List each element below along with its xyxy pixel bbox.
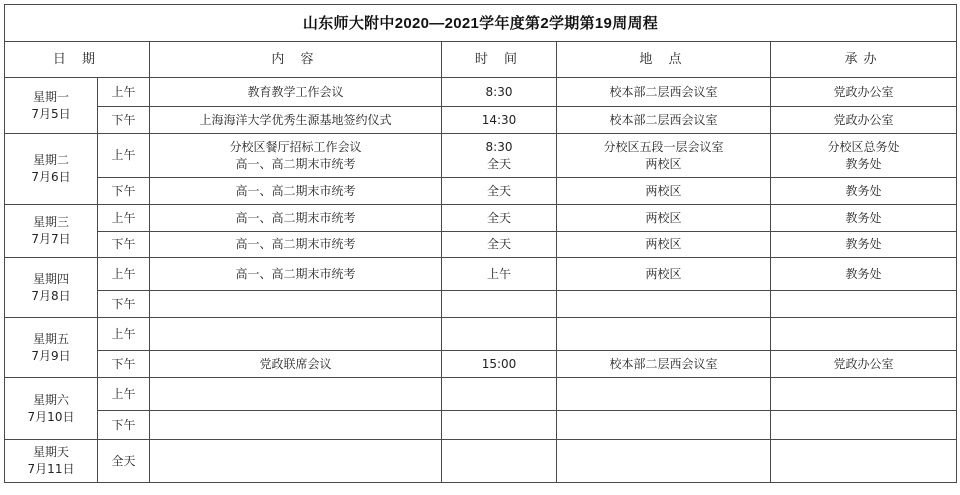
period-cell: 上午 <box>98 318 150 351</box>
content-line: 高一、高二期末市统考 <box>235 210 356 225</box>
host-line: 教务处 <box>845 237 882 251</box>
table-row <box>5 178 957 205</box>
content-cell <box>150 411 442 440</box>
time-cell <box>442 205 557 232</box>
table-row <box>5 378 957 411</box>
time-line: 8:30 <box>485 139 513 154</box>
table-row <box>5 411 957 440</box>
content-cell <box>150 134 442 178</box>
place-line: 两校区 <box>645 210 682 225</box>
table-row <box>5 232 957 258</box>
host-line: 党政办公室 <box>833 84 894 99</box>
content-cell <box>150 351 442 378</box>
period-cell: 下午 <box>98 178 150 205</box>
time-cell <box>442 291 557 318</box>
content-cell <box>150 178 442 205</box>
weekday-label: 星期六 <box>32 392 69 407</box>
host-cell <box>771 134 957 178</box>
period-cell: 下午 <box>98 351 150 378</box>
date-label: 7月6日 <box>31 170 71 184</box>
date-label: 7月5日 <box>31 106 71 121</box>
place-cell <box>557 258 771 291</box>
time-cell <box>442 318 557 351</box>
content-cell <box>150 378 442 411</box>
host-cell <box>771 205 957 232</box>
time-cell <box>442 351 557 378</box>
time-line: 全天 <box>486 210 511 225</box>
place-line: 两校区 <box>645 266 682 281</box>
host-cell <box>771 411 957 440</box>
place-cell <box>557 440 771 483</box>
time-line: 8:30 <box>485 84 513 99</box>
place-line: 两校区 <box>645 156 682 171</box>
place-cell <box>557 134 771 178</box>
place-cell <box>557 378 771 411</box>
time-cell <box>442 107 557 134</box>
content-cell <box>150 232 442 258</box>
host-cell <box>771 318 957 351</box>
host-cell <box>771 107 957 134</box>
content-line: 高一、高二期末市统考 <box>235 156 356 171</box>
host-cell <box>771 232 957 258</box>
place-cell <box>557 178 771 205</box>
place-cell <box>557 411 771 440</box>
table-row <box>5 107 957 134</box>
time-line: 15:00 <box>481 356 517 371</box>
place-line: 校本部二层西会议室 <box>609 84 718 99</box>
date-label: 7月9日 <box>31 348 71 363</box>
host-line: 教务处 <box>845 210 882 225</box>
day-cell <box>5 440 98 483</box>
period-cell: 上午 <box>98 78 150 107</box>
period-cell: 上午 <box>98 134 150 178</box>
host-cell <box>771 78 957 107</box>
content-line: 高一、高二期末市统考 <box>235 266 356 281</box>
day-cell <box>5 318 98 378</box>
content-cell <box>150 440 442 483</box>
table-row <box>5 440 957 483</box>
place-cell <box>557 291 771 318</box>
content-cell <box>150 291 442 318</box>
host-line: 党政办公室 <box>833 112 894 127</box>
host-cell <box>771 378 957 411</box>
time-cell <box>442 411 557 440</box>
period-cell: 下午 <box>98 411 150 440</box>
weekday-label: 星期天 <box>32 445 69 459</box>
weekly-schedule-table <box>4 4 957 483</box>
place-line: 分校区五段一层会议室 <box>603 139 724 154</box>
host-line: 教务处 <box>845 183 882 198</box>
header-place: 地 点 <box>557 42 771 78</box>
period-cell: 上午 <box>98 378 150 411</box>
host-cell <box>771 291 957 318</box>
host-cell <box>771 351 957 378</box>
place-line: 校本部二层西会议室 <box>609 356 718 371</box>
time-cell <box>442 232 557 258</box>
time-line: 全天 <box>486 183 511 198</box>
content-line: 高一、高二期末市统考 <box>235 237 356 251</box>
table-row <box>5 78 957 107</box>
date-label: 7月10日 <box>27 409 75 424</box>
date-label: 7月11日 <box>27 462 75 476</box>
header-host: 承办 <box>771 42 957 78</box>
host-cell <box>771 258 957 291</box>
table-row <box>5 291 957 318</box>
host-cell <box>771 178 957 205</box>
period-cell: 上午 <box>98 205 150 232</box>
time-cell <box>442 378 557 411</box>
place-cell <box>557 351 771 378</box>
day-cell <box>5 258 98 318</box>
period-cell: 下午 <box>98 291 150 318</box>
weekday-label: 星期一 <box>32 89 69 104</box>
content-line: 党政联席会议 <box>259 356 332 371</box>
content-cell <box>150 107 442 134</box>
day-cell <box>5 378 98 440</box>
place-line: 两校区 <box>645 183 682 198</box>
content-line: 上海海洋大学优秀生源基地签约仪式 <box>199 112 392 127</box>
date-label: 7月8日 <box>31 288 71 303</box>
place-cell <box>557 232 771 258</box>
place-cell <box>557 205 771 232</box>
table-row <box>5 318 957 351</box>
period-cell: 下午 <box>98 107 150 134</box>
content-cell <box>150 78 442 107</box>
day-cell <box>5 134 98 205</box>
host-cell <box>771 440 957 483</box>
table-row <box>5 205 957 232</box>
time-line: 14:30 <box>481 112 517 127</box>
date-label: 7月7日 <box>31 232 71 246</box>
host-line: 分校区总务处 <box>827 139 900 154</box>
host-line: 教务处 <box>845 156 882 171</box>
page-title: 山东师大附中2020—2021学年度第2学期第19周周程 <box>5 5 957 42</box>
content-cell <box>150 258 442 291</box>
content-cell <box>150 205 442 232</box>
place-cell <box>557 318 771 351</box>
time-cell <box>442 440 557 483</box>
weekday-label: 星期二 <box>32 153 69 167</box>
time-cell <box>442 78 557 107</box>
header-date: 日 期 <box>5 42 150 78</box>
time-line: 全天 <box>486 156 511 171</box>
table-row <box>5 134 957 178</box>
place-line: 校本部二层西会议室 <box>609 112 718 127</box>
content-line: 高一、高二期末市统考 <box>235 183 356 198</box>
weekday-label: 星期四 <box>32 271 69 286</box>
period-cell: 全天 <box>98 440 150 483</box>
header-time: 时 间 <box>442 42 557 78</box>
place-cell <box>557 107 771 134</box>
period-cell: 下午 <box>98 232 150 258</box>
time-cell <box>442 178 557 205</box>
table-row <box>5 351 957 378</box>
weekday-label: 星期三 <box>32 215 69 229</box>
schedule-body <box>5 78 957 483</box>
time-cell <box>442 258 557 291</box>
host-line: 教务处 <box>845 266 882 281</box>
weekday-label: 星期五 <box>32 331 69 346</box>
table-row <box>5 258 957 291</box>
time-line: 全天 <box>486 237 511 251</box>
header-content: 内 容 <box>150 42 442 78</box>
place-line: 两校区 <box>645 237 682 251</box>
period-cell: 上午 <box>98 258 150 291</box>
content-cell <box>150 318 442 351</box>
host-line: 党政办公室 <box>833 356 894 371</box>
content-line: 分校区餐厅招标工作会议 <box>229 139 362 154</box>
time-cell <box>442 134 557 178</box>
day-cell <box>5 78 98 134</box>
day-cell <box>5 205 98 258</box>
content-line: 教育教学工作会议 <box>247 84 344 99</box>
place-cell <box>557 78 771 107</box>
time-line: 上午 <box>486 266 511 281</box>
